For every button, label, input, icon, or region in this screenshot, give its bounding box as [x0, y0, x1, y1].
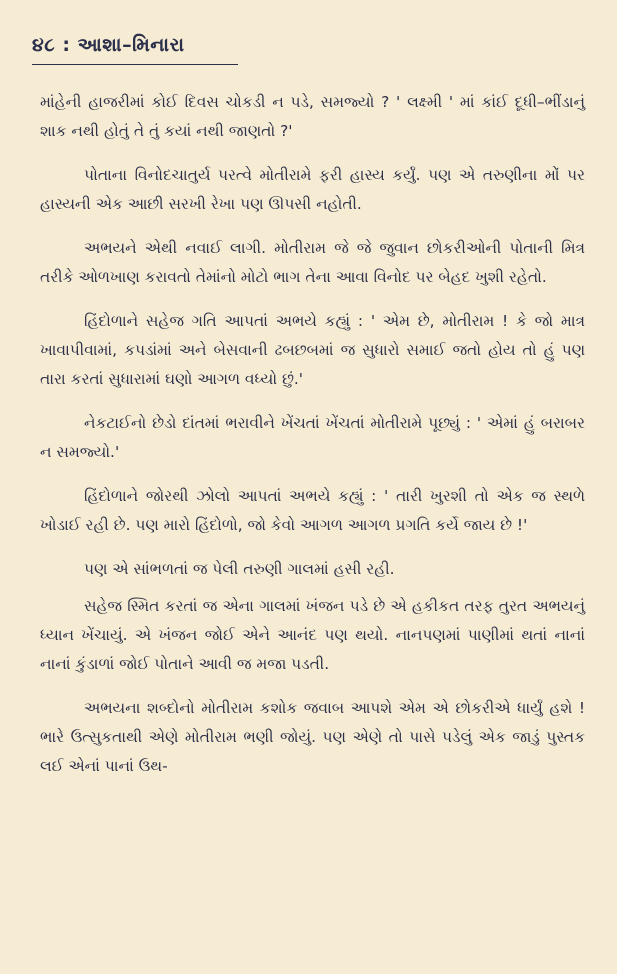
paragraph: હિંદોળાને સહેજ ગતિ આપતાં અભયે કહ્યું : ' એમ છે, મોતીરામ ! કે જો માત્ર ખાવાપીવામાં, કપડાંમાં અને બેસવાની ઢબછબમાં જ સુધારો સમાઈ જતો હોય તો હું પણ તારા કરતાં સુધારામાં ઘણો આગળ વધ્યો છું.' [40, 312, 585, 388]
paragraph: સહેજ સ્મિત કરતાં જ એના ગાલમાં ખંજન પડે છે એ હકીકત તરફ તુરત અભયનું ધ્યાન ખેંચાયું. એ ખંજન જોઈ એને આનંદ પણ થયો. નાનપણમાં પાણીમાં થતાં નાનાં નાનાં કુંડાળાં જોઈ પોતાને આવી જ મજા પડતી. [40, 597, 585, 673]
header-separator: : [62, 34, 71, 56]
page-number: ૪૮ [32, 34, 56, 56]
page-header [32, 34, 185, 56]
paragraph: અભયને એથી નવાઈ લાગી. મોતીરામ જે જે જુવાન છોકરીઓની પોતાની મિત્ર તરીકે ઓળખાણ કરાવતો તેમાંનો મોટો ભાગ તેના આવા વિનોદ પર બેહદ ખુશી રહેતો. [40, 239, 585, 286]
paragraph: અભયના શબ્દોનો મોતીરામ કશોક જવાબ આપશે એમ એ છોકરીએ ધાર્યું હશે ! ભારે ઉત્સુકતાથી એણે મોતીરામ ભણી જોયું. પણ એણે તો પાસે પડેલું એક જાડું પુસ્તક લઈ એનાં પાનાં ઉથ- [40, 699, 585, 775]
paragraph: પણ એ સાંભળતાં જ પેલી તરુણી ગાલમાં હસી રહી. [84, 560, 395, 578]
paragraph: નેકટાઈનો છેડો દાંતમાં ભરાવીને ખેંચતાં ખેંચતાં મોતીરામે પૂછ્યું : ' એમાં હું બરાબર ન સમજ્યો.' [40, 414, 585, 461]
header-underline [32, 64, 238, 65]
paragraph: માંહેની હાજરીમાં કોઈ દિવસ ચોકડી ન પડે, સમજ્યો ? ' લક્ષ્મી ' માં કાંઈ દૂધી–ભીંડાનું શાક નથી હોતું તે તું કયાં નથી જાણતો ?' [40, 93, 585, 140]
page-body [40, 88, 585, 796]
paragraph: પોતાના વિનોદચાતુર્ય પરત્વે મોતીરામે ફરી હાસ્ય કર્યું. પણ એ તરુણીના મોં પર હાસ્યની એક આછી સરખી રેખા પણ ઊપસી નહોતી. [40, 166, 585, 213]
chapter-title: આશા–મિનારા [77, 34, 185, 56]
paragraph: હિંદોળાને જોરથી ઝોલો આપતાં અભયે કહ્યું : ' તારી ખુરશી તો એક જ સ્થળે ખોડાઈ રહી છે. પણ મારો હિંદોળો, જો કેવો આગળ આગળ પ્રગતિ કર્યે જાય છે !' [40, 487, 585, 534]
